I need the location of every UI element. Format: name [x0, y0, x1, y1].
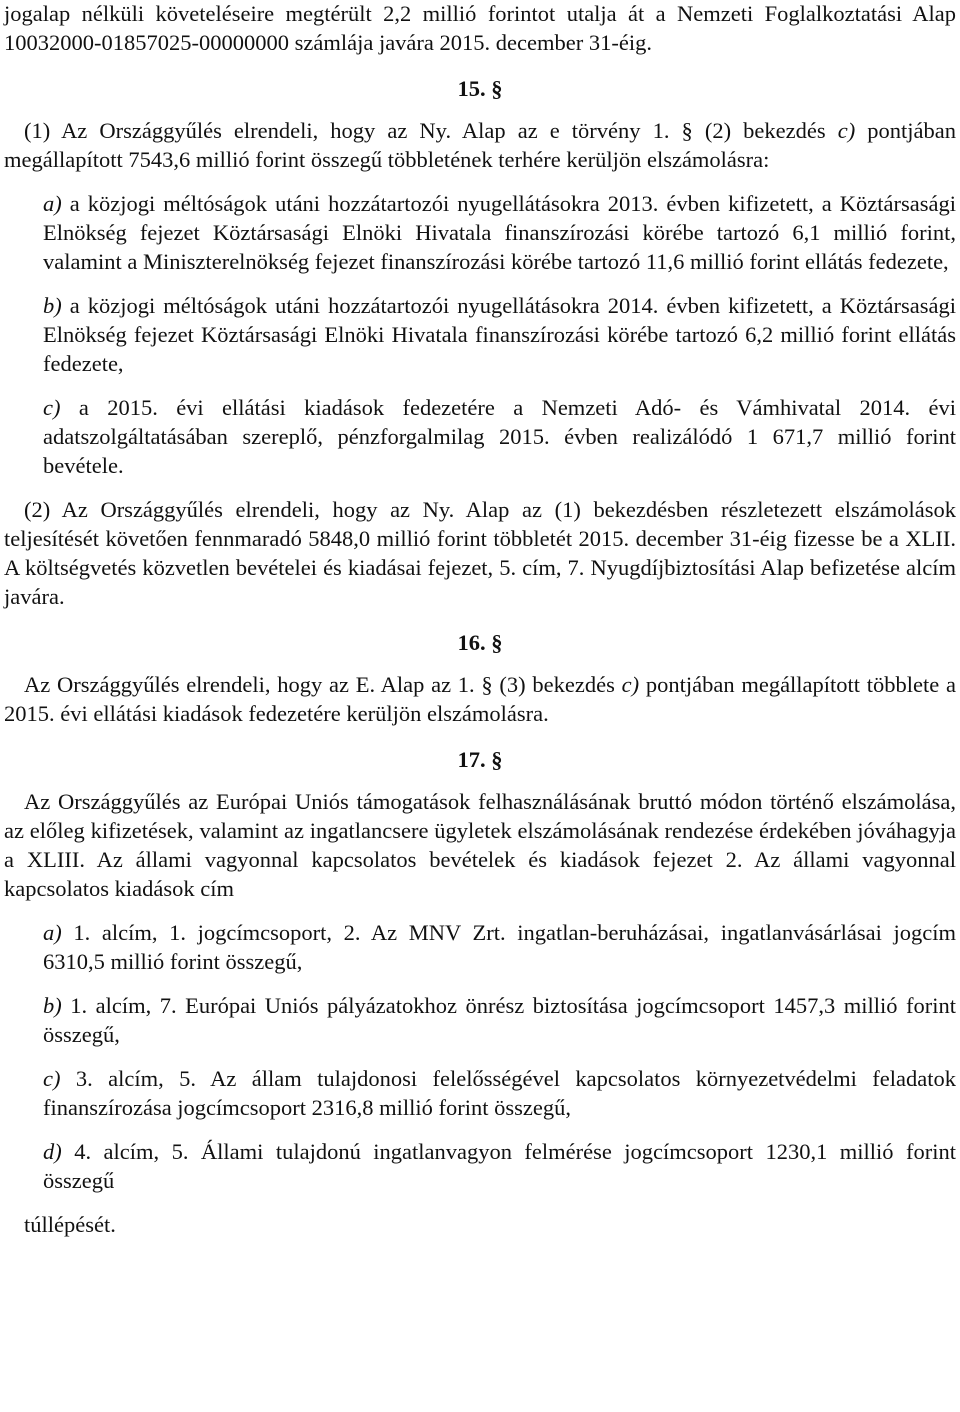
section-17-item-c: c) 3. alcím, 5. Az állam tulajdonosi felelősségével kapcsolatos környezetvédelmi feladatok finanszírozása jogcímcsoport 2316,8 millió forint összegű,: [43, 1066, 956, 1120]
section-16-paragraph-1: Az Országgyűlés elrendeli, hogy az E. Alap az 1. § (3) bekezdés c) pontjában megállapított többlete a 2015. évi ellátási kiadások fedezetére kerüljön elszámolásra.: [4, 672, 957, 726]
section-17-item-d: d) 4. alcím, 5. Állami tulajdonú ingatlanvagyon felmérése jogcímcsoport 1230,1 millió forint összegű: [43, 1139, 956, 1193]
section-15-paragraph-2: (2) Az Országgyűlés elrendeli, hogy az Ny. Alap az (1) bekezdésben részletezett elszámolások teljesítését követően fennmaradó 5848,0 millió forint többletét 2015. december 31-éig fizesse be a XLII. A költségvetés közvetlen bevételei és kiadásai fejezet, 5. cím, 7. Nyugdíjbiztosítási Alap befizetése alcím javára.: [4, 497, 956, 609]
section-17-item-a: a) 1. alcím, 1. jogcímcsoport, 2. Az MNV Zrt. ingatlan-beruházásai, ingatlanvásárlásai jogcím 6310,5 millió forint összegű,: [43, 920, 956, 974]
document-page: [4, 0, 956, 1239]
section-15-heading: 15. §: [457, 76, 503, 101]
intro-paragraph: jogalap nélküli követeléseire megtérült 2,2 millió forintot utalja át a Nemzeti Foglalkoztatási Alap 10032000-01857025-00000000 számlája javára 2015. december 31-éig.: [4, 1, 956, 55]
section-16-heading: 16. §: [457, 630, 503, 655]
section-15-item-c: c) a 2015. évi ellátási kiadások fedezetére a Nemzeti Adó- és Vámhivatal 2014. évi adatszolgáltatásában szereplő, pénzforgalmilag 2015. évben realizálódó 1 671,7 millió forint bevétele.: [43, 395, 957, 478]
section-17-closing: túllépését.: [24, 1212, 116, 1237]
section-15-paragraph-1: (1) Az Országgyűlés elrendeli, hogy az Ny. Alap az e törvény 1. § (2) bekezdés c) pontjában megállapított 7543,6 millió forint összegű többletének terhére kerüljön elszámolásra:: [4, 118, 957, 172]
section-15-item-a: a) a közjogi méltóságok utáni hozzátartozói nyugellátásokra 2013. évben kifizetett, a Köztársasági Elnökség fejezet Köztársasági Elnöki Hivatala finanszírozási körébe tartozó 6,1 millió forint, valamint a Miniszterelnökség fejezet finanszírozási körébe tartozó 11,6 millió forint ellátás fedezete,: [43, 191, 956, 274]
section-17-item-b: b) 1. alcím, 7. Európai Uniós pályázatokhoz önrész biztosítása jogcímcsoport 1457,3 millió forint összegű,: [43, 993, 957, 1047]
section-17-heading: 17. §: [457, 747, 503, 772]
section-17-paragraph-1: Az Országgyűlés az Európai Uniós támogatások felhasználásának bruttó módon történő elszámolása, az előleg kifizetések, valamint az ingatlancsere ügyletek elszámolásának rendezése érdekében jóváhagyja a XLIII. Az állami vagyonnal kapcsolatos bevételek és kiadások fejezet 2. Az állami vagyonnal kapcsolatos kiadások cím: [4, 789, 956, 901]
section-15-item-b: b) a közjogi méltóságok utáni hozzátartozói nyugellátásokra 2014. évben kifizetett, a Köztársasági Elnökség fejezet Köztársasági Elnöki Hivatala finanszírozási körébe tartozó 6,2 millió forint ellátás fedezete,: [43, 293, 956, 376]
